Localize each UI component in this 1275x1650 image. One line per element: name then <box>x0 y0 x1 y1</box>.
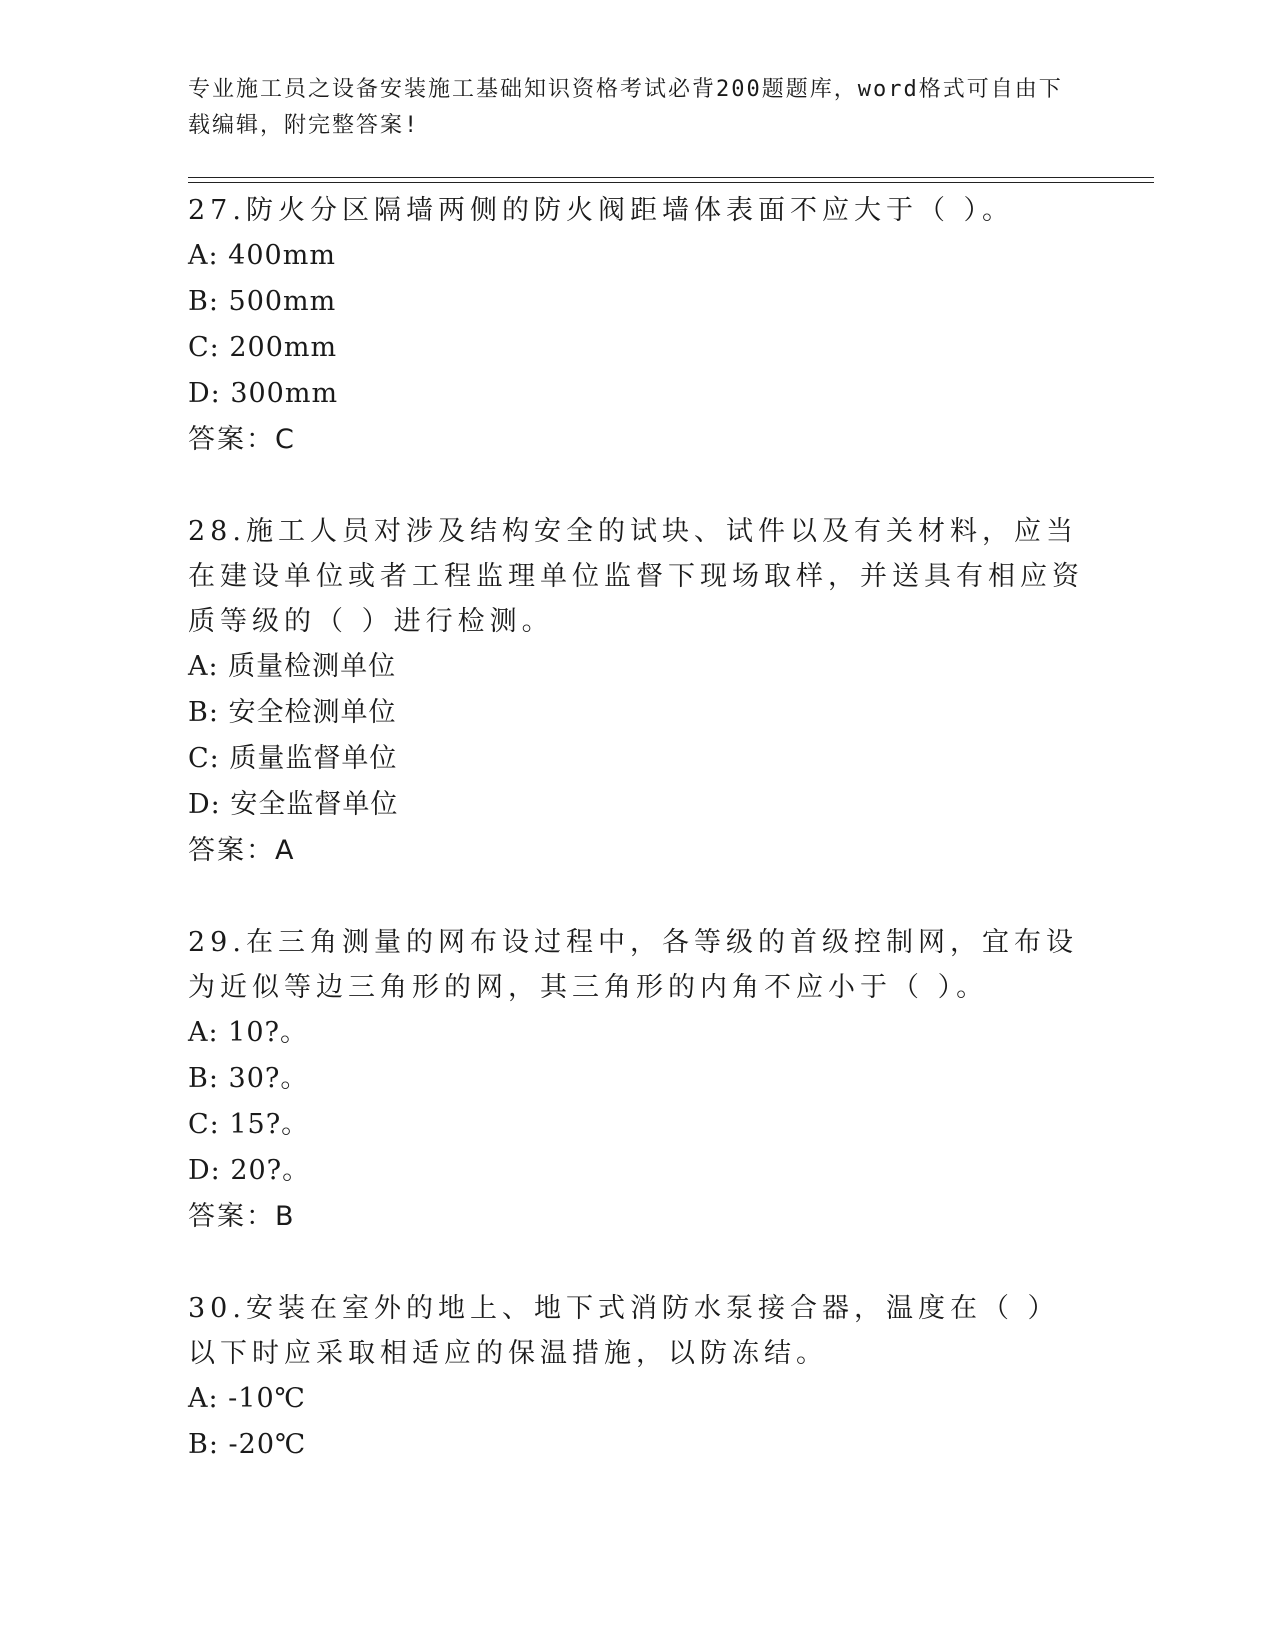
question-stem: 27.防火分区隔墙两侧的防火阀距墙体表面不应大于（ ）。 <box>188 195 1015 226</box>
header-divider-top <box>188 177 1154 178</box>
option-b: B: 500mm <box>188 286 337 317</box>
option-d: D: 20?。 <box>188 1155 311 1186</box>
question-stem: 28.施工人员对涉及结构安全的试块、试件以及有关材料，应当在建设单位或者工程监理单位监督下现场取样，并送具有相应资质等级的（ ）进行检测。 <box>188 516 1084 637</box>
question-29 <box>188 920 1088 1240</box>
option-b: B: -20℃ <box>188 1429 307 1460</box>
option-a: A: 质量检测单位 <box>188 651 397 682</box>
option-d: D: 安全监督单位 <box>188 789 399 820</box>
option-a: A: 400mm <box>188 240 336 271</box>
header-divider-bottom <box>188 182 1154 183</box>
option-b: B: 安全检测单位 <box>188 697 397 728</box>
question-stem: 30.安装在室外的地上、地下式消防水泵接合器，温度在（ ）以下时应采取相适应的保温措施，以防冻结。 <box>188 1293 1060 1369</box>
option-c: C: 质量监督单位 <box>188 743 398 774</box>
question-30 <box>188 1286 1088 1468</box>
question-28 <box>188 509 1088 874</box>
question-stem: 29.在三角测量的网布设过程中，各等级的首级控制网，宜布设为近似等边三角形的网，其三角形的内角不应小于（ ）。 <box>188 927 1078 1003</box>
question-list <box>188 188 1088 1514</box>
option-c: C: 15?。 <box>188 1109 310 1140</box>
option-a: A: -10℃ <box>188 1383 306 1414</box>
answer-line: 答案：B <box>188 1201 296 1232</box>
document-header: 专业施工员之设备安装施工基础知识资格考试必背200题题库，word格式可自由下载编辑，附完整答案! <box>188 77 1063 138</box>
answer-line: 答案：C <box>188 424 296 455</box>
answer-line: 答案：A <box>188 835 296 866</box>
option-b: B: 30?。 <box>188 1063 309 1094</box>
option-a: A: 10?。 <box>188 1017 309 1048</box>
option-c: C: 200mm <box>188 332 338 363</box>
question-27 <box>188 188 1088 463</box>
option-d: D: 300mm <box>188 378 339 409</box>
